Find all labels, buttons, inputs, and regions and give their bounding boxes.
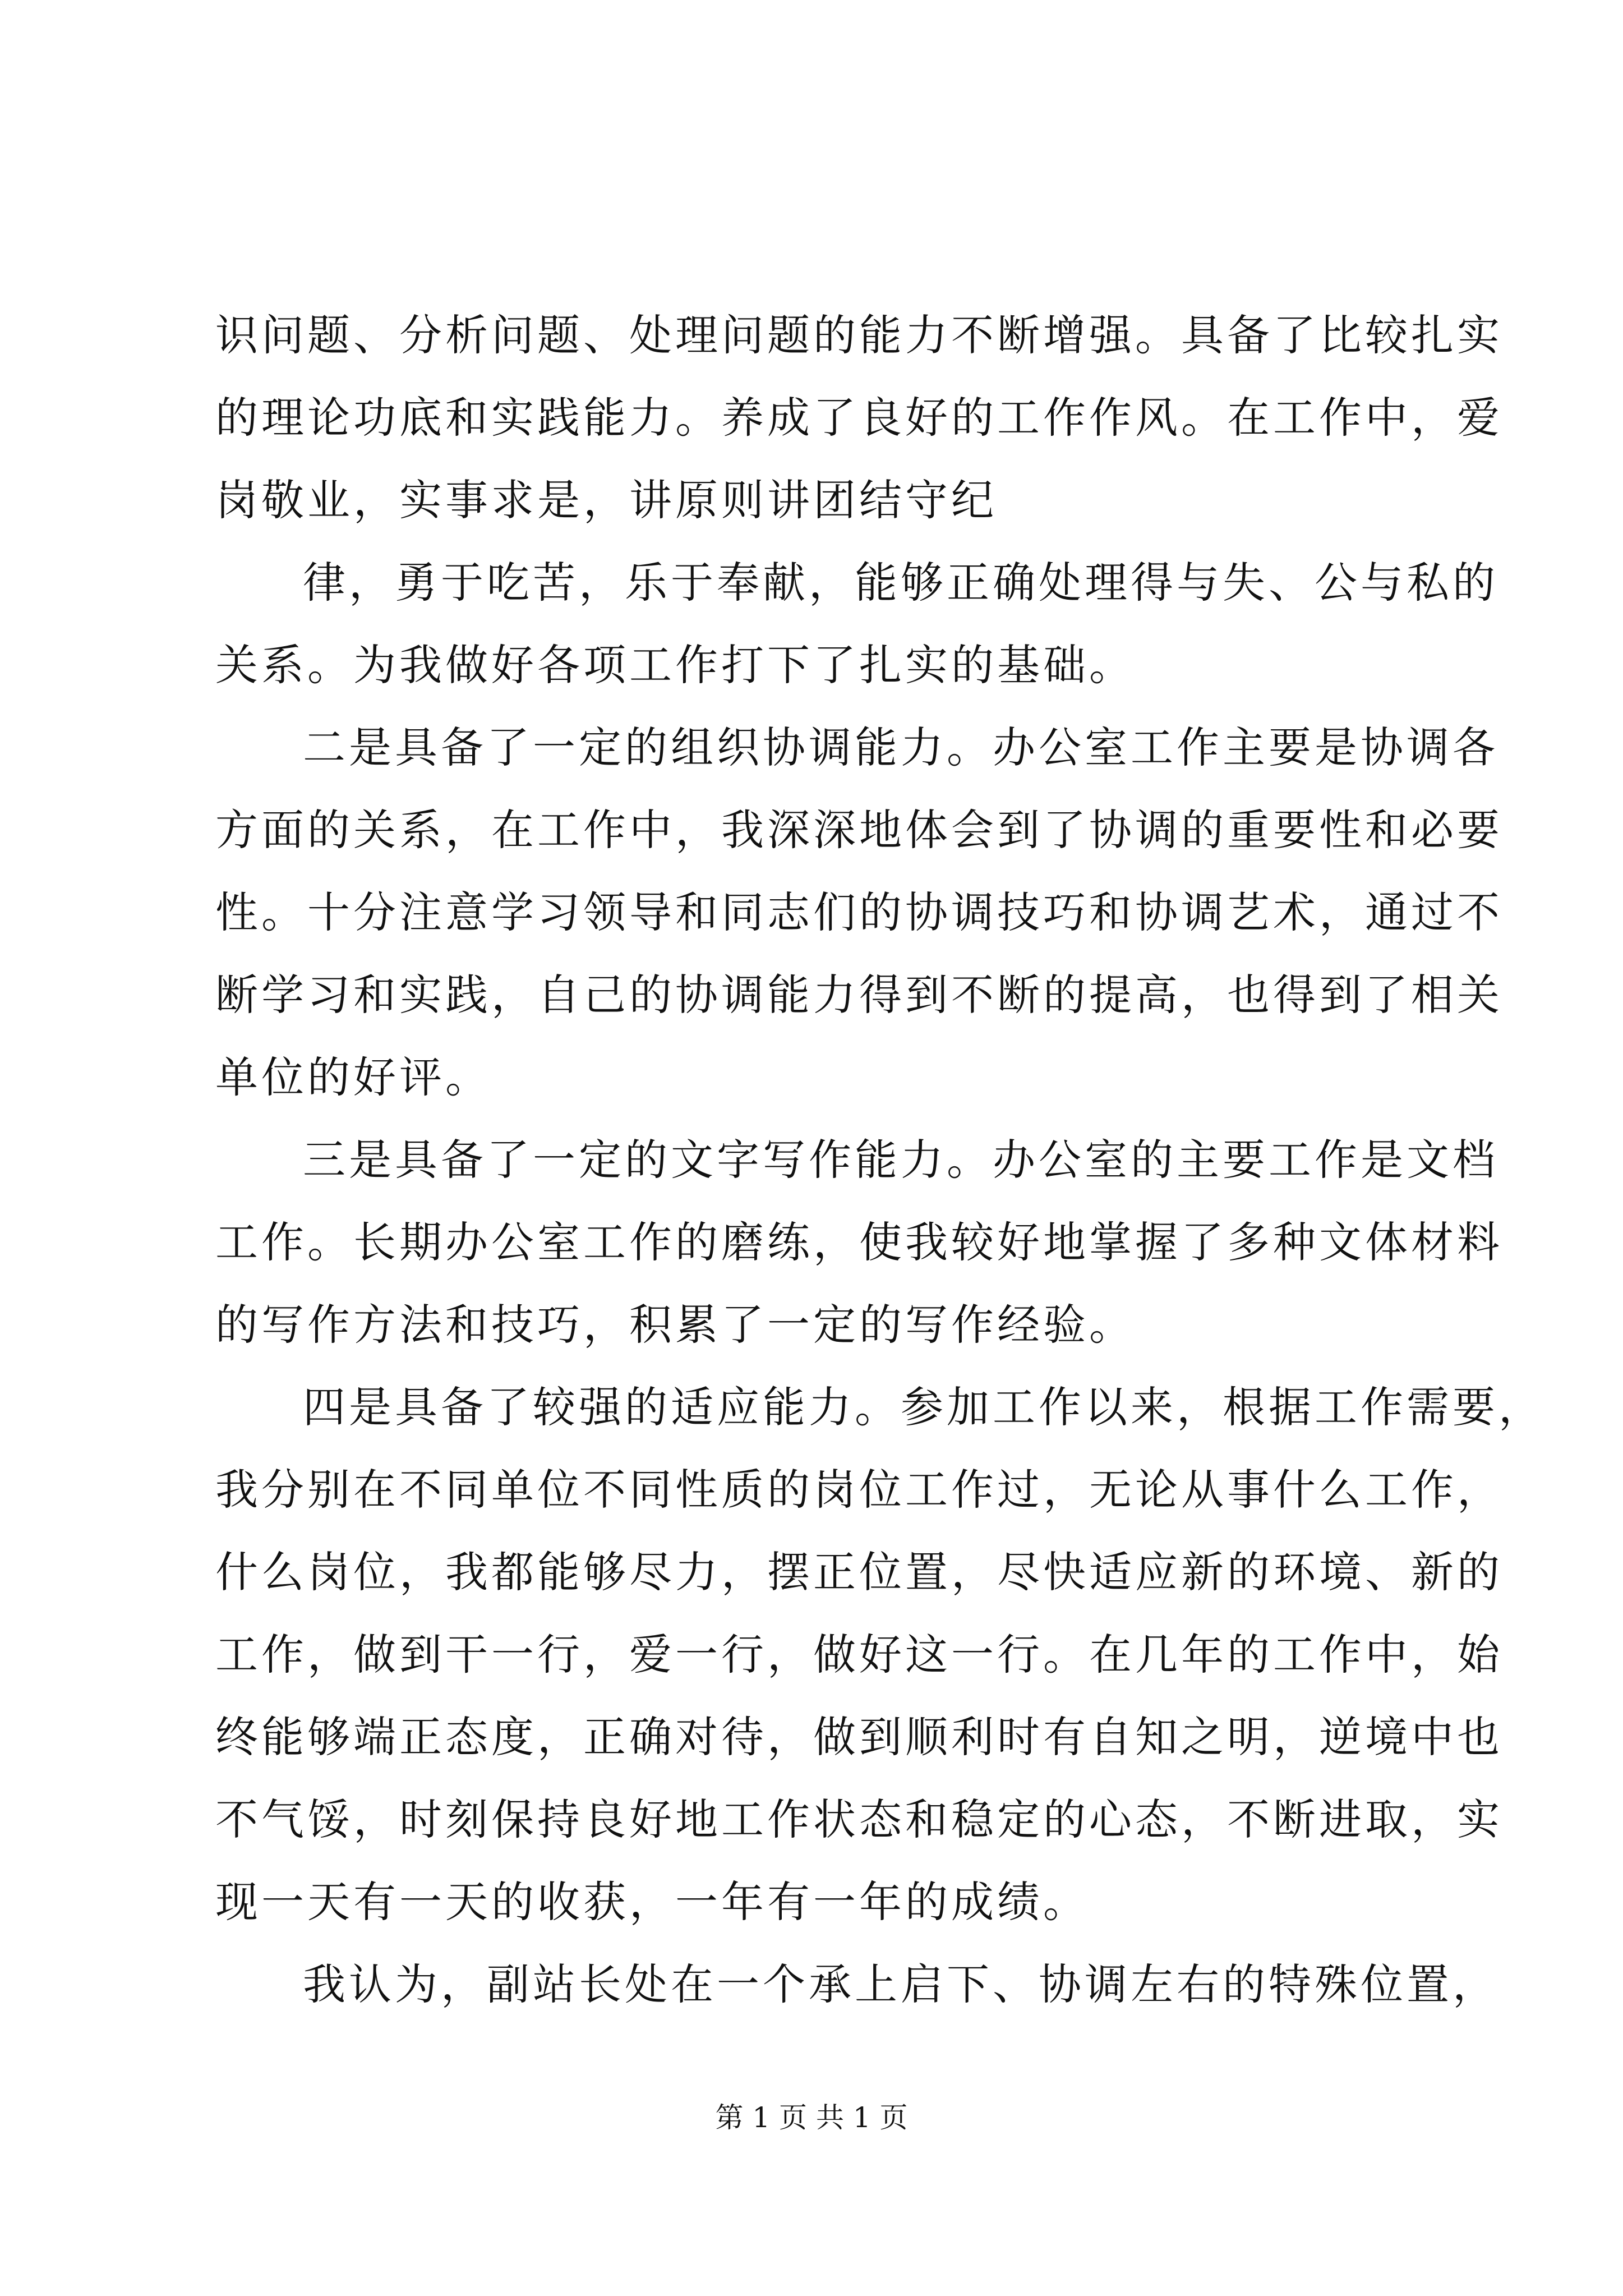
body-line: 方面的关系，在工作中，我深深地体会到了协调的重要性和必要 — [215, 805, 1503, 855]
body-line: 单位的好评。 — [215, 1052, 491, 1102]
body-line: 工作，做到干一行，爱一行，做好这一行。在几年的工作中，始 — [215, 1630, 1503, 1680]
body-line: 岗敬业，实事求是，讲原则讲团结守纪 — [215, 475, 997, 525]
body-line: 不气馁，时刻保持良好地工作状态和稳定的心态，不断进取，实 — [215, 1795, 1503, 1844]
body-line: 现一天有一天的收获，一年有一年的成绩。 — [215, 1877, 1089, 1927]
body-line: 的理论功底和实践能力。养成了良好的工作作风。在工作中，爱 — [215, 393, 1503, 443]
body-line: 性。十分注意学习领导和同志们的协调技巧和协调艺术，通过不 — [215, 887, 1503, 937]
body-line: 关系。为我做好各项工作打下了扎实的基础。 — [215, 640, 1135, 690]
body-line: 四是具备了较强的适应能力。参加工作以来，根据工作需要， — [303, 1382, 1544, 1432]
body-line: 断学习和实践，自己的协调能力得到不断的提高，也得到了相关 — [215, 970, 1503, 1020]
body-line: 工作。长期办公室工作的磨练，使我较好地掌握了多种文体材料 — [215, 1217, 1503, 1267]
body-line: 识问题、分析问题、处理问题的能力不断增强。具备了比较扎实 — [215, 310, 1503, 360]
body-line: 什么岗位，我都能够尽力，摆正位置，尽快适应新的环境、新的 — [215, 1547, 1503, 1597]
body-line: 三是具备了一定的文字写作能力。办公室的主要工作是文档 — [303, 1135, 1498, 1185]
body-line: 终能够端正态度，正确对待，做到顺利时有自知之明，逆境中也 — [215, 1712, 1503, 1762]
body-line: 我分别在不同单位不同性质的岗位工作过，无论从事什么工作， — [215, 1465, 1503, 1515]
body-line: 律，勇于吃苦，乐于奉献，能够正确处理得与失、公与私的 — [303, 558, 1498, 608]
page-footer: 第 1 页 共 1 页 — [715, 2101, 908, 2134]
body-line: 的写作方法和技巧，积累了一定的写作经验。 — [215, 1300, 1135, 1350]
body-line: 我认为，副站长处在一个承上启下、协调左右的特殊位置， — [303, 1959, 1498, 2009]
body-line: 二是具备了一定的组织协调能力。办公室工作主要是协调各 — [303, 723, 1498, 772]
